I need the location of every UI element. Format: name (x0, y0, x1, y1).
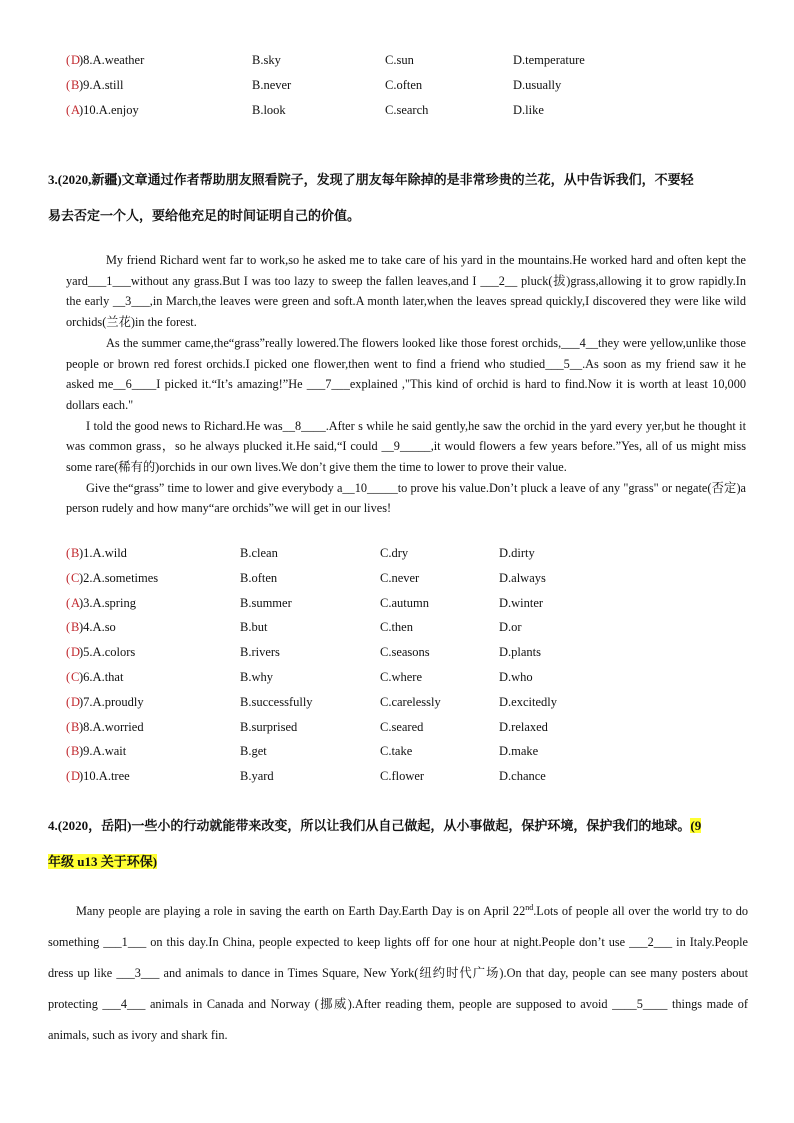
paren-open: ( (66, 744, 71, 759)
option-d: D.excitedly (499, 694, 557, 709)
option-c: C.take (380, 744, 413, 759)
option-row (0, 76, 794, 94)
option-b: B.yard (240, 769, 274, 784)
paren-open: ( (66, 769, 71, 784)
answer-letter: D (71, 645, 81, 660)
section4-heading-tag-start: (9 (690, 818, 702, 833)
option-c: C.often (385, 78, 423, 92)
paren-open: ( (66, 103, 71, 117)
option-row (0, 544, 794, 562)
paren-open: ( (66, 546, 71, 560)
paren-open: ( (66, 570, 71, 585)
option-d: D.usually (513, 78, 562, 92)
option-row (0, 767, 794, 785)
option-a: )2.A.sometimes (79, 570, 159, 585)
answer-letter: A (71, 103, 81, 117)
section3-heading (48, 166, 748, 238)
option-c: C.dry (380, 546, 409, 560)
paren-open: ( (66, 53, 71, 67)
option-b: B.rivers (240, 645, 280, 660)
option-a: )6.A.that (79, 670, 124, 684)
option-d: D.always (499, 570, 546, 585)
option-d: D.relaxed (499, 719, 548, 734)
answer-letter: B (71, 546, 80, 560)
option-b: B.never (252, 78, 292, 92)
option-a: )8.A.weather (79, 53, 145, 67)
option-row (0, 569, 794, 587)
section4-heading-line2 (48, 848, 748, 884)
option-b: B.why (240, 670, 273, 684)
paren-open: ( (66, 78, 71, 92)
paren-open: ( (66, 694, 71, 709)
section3-passage (66, 250, 746, 519)
option-d: D.plants (499, 645, 542, 660)
option-b: B.often (240, 570, 278, 585)
section4-heading (48, 812, 748, 884)
option-row (0, 101, 794, 119)
answer-letter: B (71, 719, 80, 734)
answer-letter: C (71, 670, 80, 684)
option-d: D.who (499, 670, 533, 684)
answer-letter: D (71, 694, 81, 709)
option-row (0, 51, 794, 69)
option-row (0, 693, 794, 711)
option-c: C.never (380, 570, 420, 585)
option-c: C.where (380, 670, 422, 684)
option-c: C.seasons (380, 645, 430, 660)
answer-letter: B (71, 78, 80, 92)
option-b: B.get (240, 744, 267, 759)
option-d: D.or (499, 620, 522, 635)
answer-letter: B (71, 620, 80, 635)
paren-open: ( (66, 620, 71, 635)
option-a: )4.A.so (79, 620, 116, 635)
option-row (0, 643, 794, 661)
option-row (0, 668, 794, 686)
option-a: )9.A.wait (79, 744, 127, 759)
option-a: )9.A.still (79, 78, 124, 92)
option-c: C.sun (385, 53, 414, 67)
option-a: )1.A.wild (79, 546, 127, 560)
paren-open: ( (66, 670, 71, 684)
option-b: B.successfully (240, 694, 313, 709)
answer-letter: D (71, 53, 81, 67)
paren-open: ( (66, 719, 71, 734)
option-b: B.sky (252, 53, 281, 67)
section4-paragraph-rest: .Lots of people all over the world try to do something ___1___ on this day.In China, people expected to keep lights off for one hour at night.People don’t use ___2___ in Italy.People dress up like ___3___ and animals to dance in Times Square, New York(纽约时代广场).On that day, people can see many posters about protecting ___4___ animals in Canada and Norway (挪威).After reading them, people are supposed to avoid ____5____ things made of animals, such as ivory and shark fin. (48, 904, 748, 1042)
option-d: D.temperature (513, 53, 585, 67)
option-a: )8.A.worried (79, 719, 144, 734)
option-a: )7.A.proudly (79, 694, 144, 709)
section4-paragraph-sup: nd (525, 902, 534, 912)
section3-heading-line2: 易去否定一个人，要给他充足的时间证明自己的价值。 (48, 208, 361, 223)
section4-heading-main: 4.(2020，岳阳)一些小的行动就能带来改变，所以让我们从自己做起，从小事做起，保护环境，保护我们的地球。 (48, 818, 691, 833)
option-c: C.carelessly (380, 694, 441, 709)
option-a: )3.A.spring (79, 595, 136, 610)
passage-paragraph: My friend Richard went far to work,so he asked me to take care of his yard in the mountains.He worked hard and often kept the yard___1___without any grass.But I was too lazy to sweep the fallen leaves,and I ___2__ pluck(拔)grass,allowing it to grow rapidly.In the early __3___,in March,the leaves were green and soft.A month later,when the leaves spread quickly,I discovered they were like wild orchids(兰花)in the forest. (66, 253, 746, 330)
paren-open: ( (66, 645, 71, 660)
option-b: B.surprised (240, 719, 298, 734)
passage-paragraph: I told the good news to Richard.He was__8____.After s while he said gently,he saw the orchid in the yard every yer,but he thought it was common grass，so he always plucked it.He said,“I could __9_____,it would flowers a few years before.”Yes, all of us might miss some rare(稀有的)orchids in our own lives.We don’t give them the time to lower to prove their value. (66, 418, 746, 475)
option-d: D.winter (499, 595, 544, 610)
paren-open: ( (66, 595, 71, 610)
option-b: B.summer (240, 595, 292, 610)
option-a: )10.A.enjoy (79, 103, 139, 117)
option-row (0, 742, 794, 760)
option-c: C.flower (380, 769, 425, 784)
section3-heading-line1: 3.(2020,新疆)文章通过作者帮助朋友照看院子，发现了朋友每年除掉的是非常珍贵的兰花，从中告诉我们，不要轻 (48, 172, 694, 187)
section4-passage (48, 896, 748, 1051)
option-c: C.seared (380, 719, 424, 734)
answer-letter: B (71, 744, 80, 759)
section4-paragraph-start: Many people are playing a role in saving the earth on Earth Day.Earth Day is on April 22 (76, 904, 526, 918)
section4-heading-tag: 年级 u13 关于环保) (48, 854, 158, 869)
answer-letter: C (71, 570, 80, 585)
option-b: B.clean (240, 546, 278, 560)
option-row (0, 594, 794, 612)
option-a: )5.A.colors (79, 645, 136, 660)
option-row (0, 718, 794, 736)
passage-paragraph: Give the“grass” time to lower and give everybody a__10_____to prove his value.Don’t pluck a leave of any "grass" or negate(否定)a person rudely and how many“are orchids”we will get in our lives! (66, 480, 746, 516)
option-c: C.search (385, 103, 429, 117)
option-row (0, 618, 794, 636)
answer-letter: D (71, 769, 81, 784)
option-d: D.chance (499, 769, 546, 784)
passage-paragraph: As the summer came,the“grass”really lowered.The flowers looked like those forest orchids,___4__they were yellow,unlike those people or brown red forest orchids.I picked one flower,then went to find a friend who studied___5__.As soon as my friend saw it he asked me__6____I picked it.“It’s amazing!”He ___7___explained ,"This kind of orchid is hard to find.Now it is worth at least 10,000 dollars each." (66, 335, 746, 412)
option-b: B.look (252, 103, 286, 117)
answer-letter: A (71, 595, 81, 610)
option-c: C.then (380, 620, 413, 635)
section4-heading-line1 (48, 812, 748, 848)
option-a: )10.A.tree (79, 769, 130, 784)
option-d: D.dirty (499, 546, 535, 560)
passage-paragraph (48, 896, 748, 1051)
option-d: D.like (513, 103, 544, 117)
option-c: C.autumn (380, 595, 429, 610)
option-d: D.make (499, 744, 539, 759)
option-b: B.but (240, 620, 268, 635)
